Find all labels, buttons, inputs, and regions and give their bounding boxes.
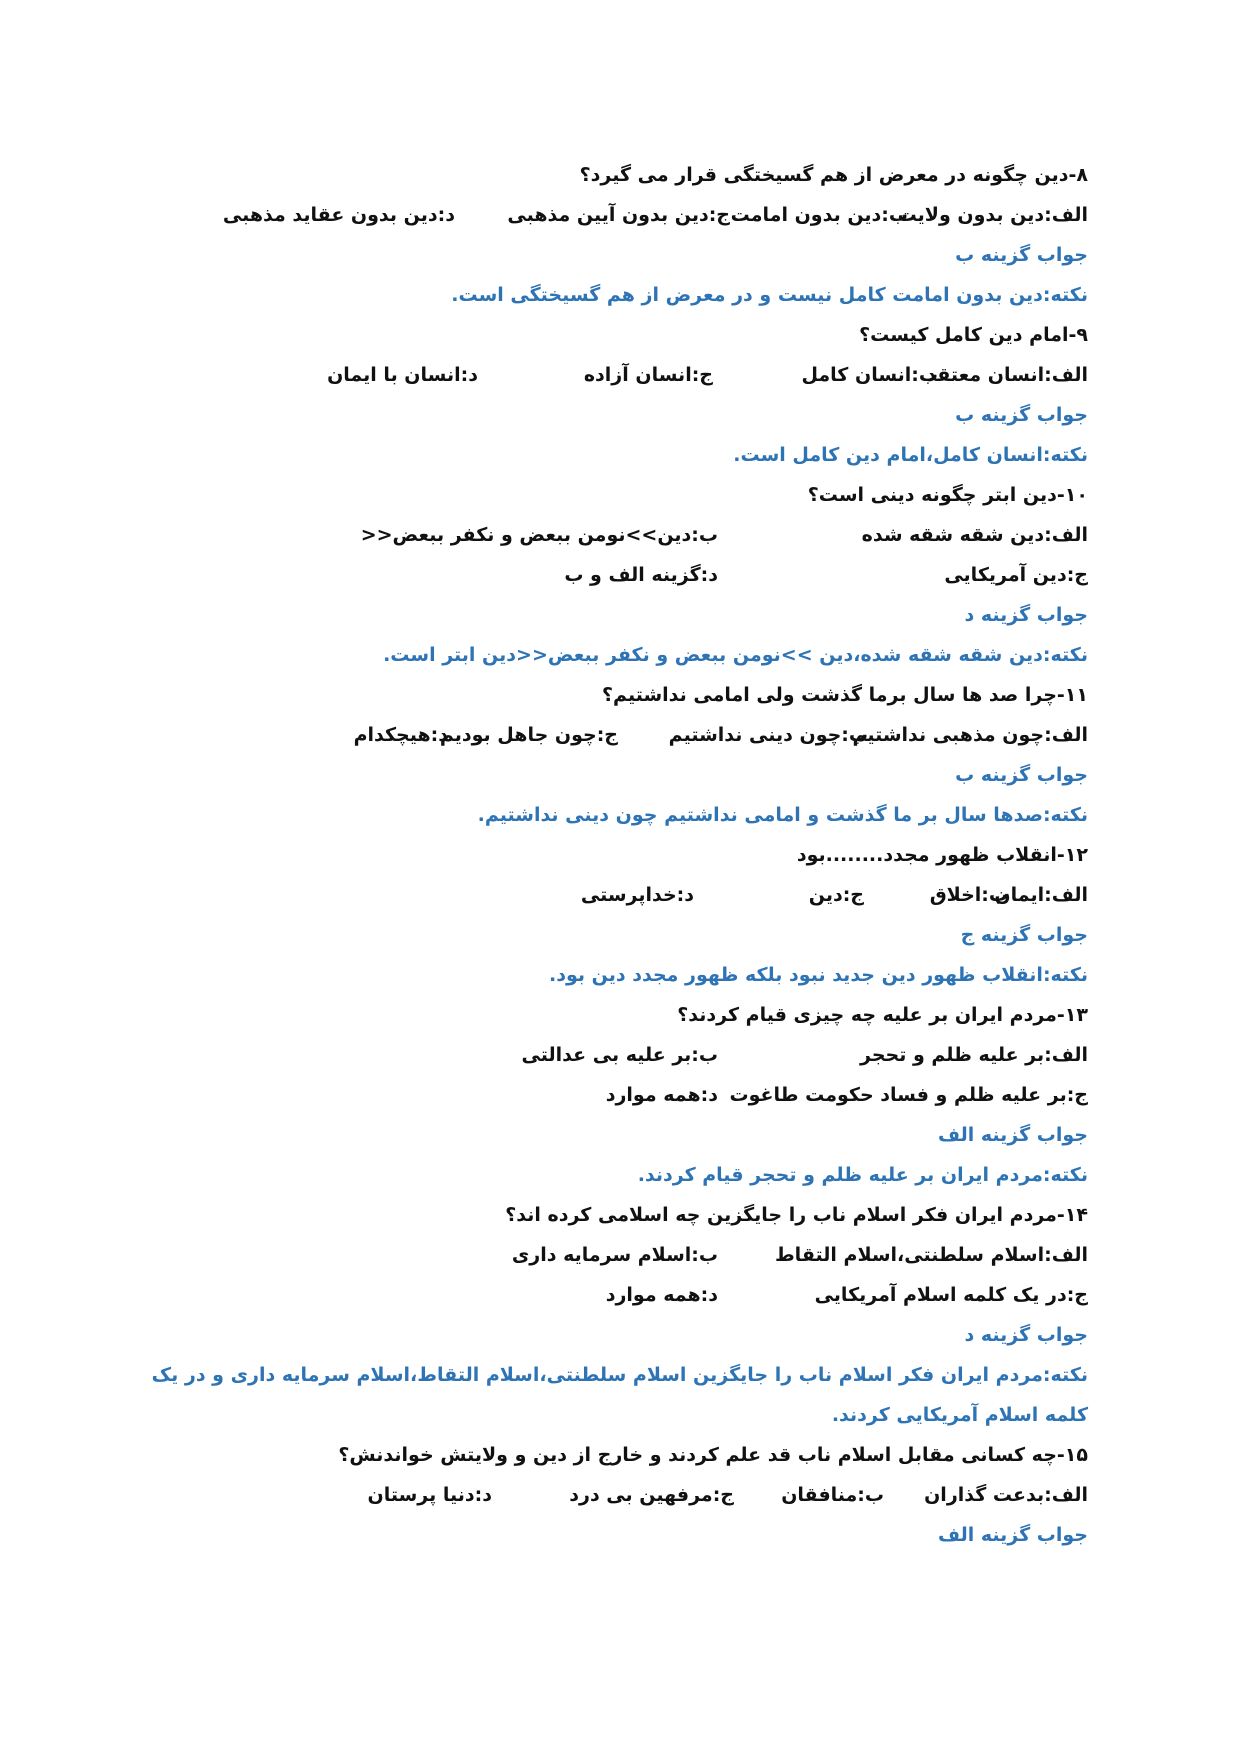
option-9-b: ب:انسان کامل xyxy=(801,364,938,386)
option-15-d: د:دنیا پرستان xyxy=(367,1484,492,1506)
note-10: نکته:دین شقه شقه شده،دین >>نومن ببعض و نکفر ببعض<<دین ابتر است. xyxy=(383,644,1088,666)
option-8-c: ج:دین بدون آیین مذهبی xyxy=(507,204,730,226)
options-14-row-2 xyxy=(150,1275,1088,1315)
option-12-a: الف:ایمان xyxy=(994,884,1088,906)
option-14-c: ج:در یک کلمه اسلام آمریکایی xyxy=(814,1284,1088,1306)
answer-11: جواب گزینه ب xyxy=(955,764,1088,786)
option-14-d: د:همه موارد xyxy=(605,1284,718,1306)
option-13-c: ج:بر علیه ظلم و فساد حکومت طاغوت xyxy=(729,1084,1088,1106)
options-10-row-1 xyxy=(150,515,1088,555)
option-15-c: ج:مرفهین بی درد xyxy=(569,1484,734,1506)
option-13-b: ب:بر علیه بی عدالتی xyxy=(521,1044,718,1066)
question-12: ۱۲-انقلاب ظهور مجدد........بود xyxy=(796,844,1088,866)
question-11: ۱۱-چرا صد ها سال برما گذشت ولی امامی نداشتیم؟ xyxy=(602,684,1088,706)
question-15: ۱۵-چه کسانی مقابل اسلام ناب قد علم کردند و خارج از دین و ولایتش خواندنش؟ xyxy=(338,1444,1088,1466)
options-11 xyxy=(150,715,1088,755)
options-14-row-1 xyxy=(150,1235,1088,1275)
quiz-content xyxy=(150,155,1088,1555)
answer-14: جواب گزینه د xyxy=(964,1324,1088,1346)
option-9-c: ج:انسان آزاده xyxy=(583,364,713,386)
option-10-d: د:گزینه الف و ب xyxy=(564,564,718,586)
option-11-a: الف:چون مذهبی نداشتیم xyxy=(852,724,1088,746)
option-14-a: الف:اسلام سلطنتی،اسلام التقاط xyxy=(774,1244,1088,1266)
option-8-d: د:دین بدون عقاید مذهبی xyxy=(222,204,455,226)
question-14: ۱۴-مردم ایران فکر اسلام ناب را جایگزین چه اسلامی کرده اند؟ xyxy=(505,1204,1088,1226)
question-8: ۸-دین چگونه در معرض از هم گسیختگی قرار می گیرد؟ xyxy=(579,164,1088,186)
answer-10: جواب گزینه د xyxy=(964,604,1088,626)
note-9: نکته:انسان کامل،امام دین کامل است. xyxy=(733,444,1088,466)
question-10: ۱۰-دین ابتر چگونه دینی است؟ xyxy=(807,484,1088,506)
option-10-a: الف:دین شقه شقه شده xyxy=(861,524,1088,546)
option-12-b: ب:اخلاق xyxy=(929,884,1008,906)
option-12-d: د:خداپرستی xyxy=(580,884,694,906)
option-11-c: ج:چون جاهل بودیم xyxy=(439,724,618,746)
options-8 xyxy=(150,195,1088,235)
options-10-row-2 xyxy=(150,555,1088,595)
option-11-b: ب:چون دینی نداشتیم xyxy=(668,724,868,746)
option-8-b: ب:دین بدون امامت xyxy=(730,204,908,226)
option-11-d: د:هیچکدام xyxy=(353,724,448,746)
question-9: ۹-امام دین کامل کیست؟ xyxy=(859,324,1088,346)
answer-13: جواب گزینه الف xyxy=(938,1124,1088,1146)
option-15-b: ب:منافقان xyxy=(781,1484,884,1506)
answer-12: جواب گزینه ج xyxy=(960,924,1088,946)
answer-15: جواب گزینه الف xyxy=(938,1524,1088,1546)
option-10-b: ب:دین>>نومن ببعض و نکفر ببعض<< xyxy=(360,524,718,546)
note-12: نکته:انقلاب ظهور دین جدید نبود بلکه ظهور مجدد دین بود. xyxy=(549,964,1088,986)
options-13-row-2 xyxy=(150,1075,1088,1115)
answer-9: جواب گزینه ب xyxy=(955,404,1088,426)
option-9-a: الف:انسان معتقد xyxy=(926,364,1088,386)
options-9 xyxy=(150,355,1088,395)
answer-8: جواب گزینه ب xyxy=(955,244,1088,266)
note-8: نکته:دین بدون امامت کامل نیست و در معرض از هم گسیختگی است. xyxy=(451,284,1088,306)
option-9-d: د:انسان با ایمان xyxy=(327,364,478,386)
option-10-c: ج:دین آمریکایی xyxy=(944,564,1088,586)
question-13: ۱۳-مردم ایران بر علیه چه چیزی قیام کردند؟ xyxy=(677,1004,1088,1026)
option-15-a: الف:بدعت گذاران xyxy=(924,1484,1088,1506)
option-13-d: د:همه موارد xyxy=(605,1084,718,1106)
option-8-a: الف:دین بدون ولایت xyxy=(897,204,1088,226)
note-14: نکته:مردم ایران فکر اسلام ناب را جایگزین اسلام سلطنتی،اسلام التقاط،اسلام سرمایه داری و در یک کلمه اسلام آمریکایی کردند. xyxy=(151,1364,1088,1426)
option-13-a: الف:بر علیه ظلم و تحجر xyxy=(860,1044,1088,1066)
option-14-b: ب:اسلام سرمایه داری xyxy=(511,1244,718,1266)
options-15 xyxy=(150,1475,1088,1515)
options-12 xyxy=(150,875,1088,915)
note-13: نکته:مردم ایران بر علیه ظلم و تحجر قیام کردند. xyxy=(637,1164,1088,1186)
option-12-c: ج:دین xyxy=(808,884,864,906)
options-13-row-1 xyxy=(150,1035,1088,1075)
note-11: نکته:صدها سال بر ما گذشت و امامی نداشتیم چون دینی نداشتیم. xyxy=(477,804,1088,826)
